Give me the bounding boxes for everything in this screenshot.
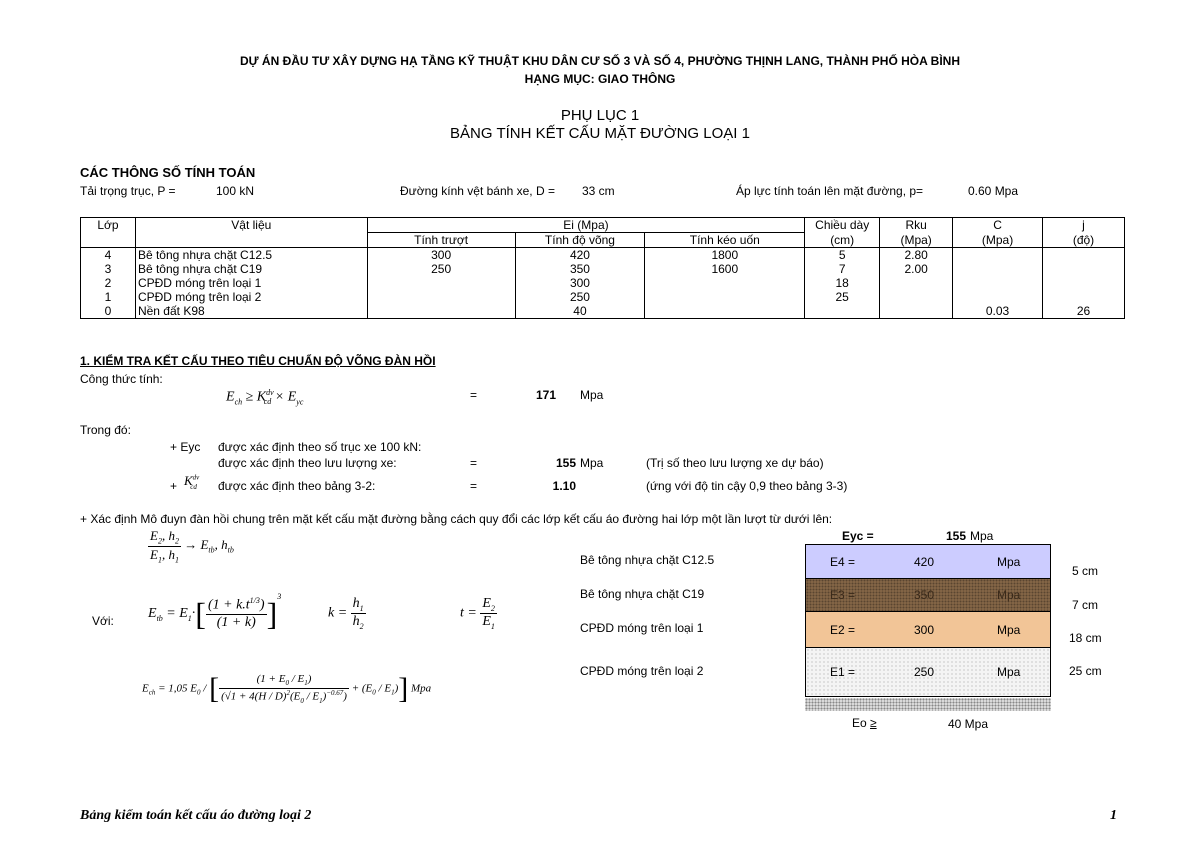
layer-label: CPĐD móng trên loại 2 [580,664,704,678]
conversion-formula: $\frac{E_2, h_2}{E_1, h_1}$ → $E_{tb}$, $h_{tb}$ [150,528,234,565]
layer-e-unit: Mpa [997,665,1021,679]
ech-unit: Mpa [580,388,604,402]
cell-c [953,276,1043,290]
equals-sign: = [470,388,478,402]
cell-layer: 2 [81,276,136,290]
cell-slide: 300 [367,248,515,263]
layer-thickness: 5 cm [1072,564,1099,578]
cell-rku: 2.00 [880,262,953,276]
cell-rku [880,290,953,304]
cell-rku [880,304,953,319]
layer-e-value: 250 [914,665,935,679]
table-row [81,304,1125,319]
pressure-label: Áp lực tính toán lên mặt đường, p= [736,184,924,198]
equals-sign: = [470,456,478,470]
where-label: Trong đó: [80,423,131,437]
axle-load-value: 100 kN [216,184,255,198]
k-bullet: + [170,479,178,493]
k-note: (ứng với độ tin cậy 0,9 theo bảng 3-3) [646,479,848,493]
col-layer-header: Lớp [81,218,136,248]
layer-e-label: E3 = [830,588,856,602]
col-tension-header: Tính kéo uốn [645,233,805,248]
cell-thick: 7 [805,262,880,276]
layer-e-label: E2 = [830,623,856,637]
layers-table [80,217,1125,319]
appendix-title: PHỤ LỤC 1 [560,107,640,124]
cell-phi: 26 [1043,304,1125,319]
cell-layer: 3 [81,262,136,276]
cell-c: 0.03 [953,304,1043,319]
col-thick-unit: (cm) [805,233,880,248]
cell-material: Bê tông nhựa chặt C19 [135,262,367,276]
layer-label: CPĐD móng trên loại 1 [580,621,704,635]
col-c-header: C [953,218,1043,233]
diagram-eyc-value: 155 [945,529,966,543]
layer-e-value: 420 [914,555,935,569]
eyc-bullet: + Eyc [170,440,201,454]
category-title: HẠNG MỤC: GIAO THÔNG [524,72,676,86]
page-number: 1 [1110,808,1117,823]
section1-heading: 1. KIỂM TRA KẾT CẤU THEO TIÊU CHUẨN ĐỘ VÕNG ĐÀN HỒI [80,354,436,368]
layer-label: Bê tông nhựa chặt C19 [580,587,705,601]
cell-c [953,248,1043,263]
cell-tension: 1800 [645,248,805,263]
cell-phi [1043,248,1125,263]
cell-phi [1043,262,1125,276]
layer-block-e3 [805,578,1051,612]
layer-e-unit: Mpa [997,555,1021,569]
cell-material: CPĐD móng trên loại 1 [135,276,367,290]
col-ei-header: Ei (Mpa) [367,218,805,233]
layer-block-e4 [805,544,1051,579]
cell-material: CPĐD móng trên loại 2 [135,290,367,304]
layer-thickness: 25 cm [1069,664,1102,678]
cell-tension: 1600 [645,262,805,276]
subgrade-block [805,698,1051,711]
wheel-diameter-value: 33 cm [582,184,615,198]
cell-slide [367,304,515,319]
cell-material: Nền đất K98 [135,304,367,319]
cell-thick: 5 [805,248,880,263]
conversion-text: + Xác định Mô đuyn đàn hồi chung trên mặt kết cấu mặt đường bằng cách quy đổi các lớp kết cấu áo đường hai lớp một lần lượt từ dưới lên: [80,512,833,526]
cell-rku [880,276,953,290]
cell-thick [805,304,880,319]
col-deflect-header: Tính độ võng [515,233,645,248]
with-label: Với: [92,614,114,628]
col-phi-unit: (độ) [1043,233,1125,248]
col-thick-header: Chiều dày [805,218,880,233]
diagram-eyc-unit: Mpa [970,529,994,543]
layer-block-e1 [805,647,1051,697]
cell-deflect: 350 [515,262,645,276]
footer-title: Bảng kiểm toán kết cấu áo đường loại 2 [80,808,312,823]
cell-thick: 25 [805,290,880,304]
col-material-header: Vật liệu [135,218,367,248]
eyc-line2: được xác định theo lưu lượng xe: [218,456,397,470]
eyc-note: (Trị số theo lưu lượng xe dự báo) [646,456,824,470]
project-title: DỰ ÁN ĐẦU TƯ XÂY DỰNG HẠ TẦNG KỸ THUẬT KHU DÂN CƯ SỐ 3 VÀ SỐ 4, PHƯỜNG THỊNH LANG, THÀNH PHỐ HÒA BÌNH [239,54,961,68]
col-rku-unit: (Mpa) [880,233,953,248]
k-text: được xác định theo bảng 3-2: [218,479,376,493]
table-row [81,290,1125,304]
layer-block-e2 [805,611,1051,648]
table-row [81,276,1125,290]
main-formula: $E_{ch} \ge K^{dv}_{cd} \times E_{yc}$ [226,388,304,407]
cell-tension [645,276,805,290]
cell-c [953,262,1043,276]
cell-material: Bê tông nhựa chặt C12.5 [135,248,367,263]
equals-sign: = [470,479,478,493]
cell-slide: 250 [367,262,515,276]
col-phi-header: j [1043,218,1125,233]
etb-formula: $E_{tb} = E_1\cdot$[ $\frac{(1 + k.t^{1/3})}{(1 + k)}$ ]$^3$ [148,592,282,632]
k-formula: k = $\frac{h_1}{h_2}$ [328,596,364,631]
layer-thickness: 18 cm [1069,631,1102,645]
cell-phi [1043,276,1125,290]
cell-rku: 2.80 [880,248,953,263]
t-formula: t = $\frac{E_2}{E_1}$ [460,596,495,631]
k-symbol: $K^{dv}_{cd}$ [184,473,200,491]
axle-load-label: Tải trọng trục, P = [80,184,176,198]
cell-tension [645,290,805,304]
cell-deflect: 300 [515,276,645,290]
eyc-unit: Mpa [580,456,604,470]
layer-e-unit: Mpa [997,623,1021,637]
col-slide-header: Tính trượt [367,233,515,248]
cell-deflect: 40 [515,304,645,319]
layer-e-value: 350 [914,588,935,602]
layer-e-label: E1 = [830,665,856,679]
wheel-diameter-label: Đường kính vệt bánh xe, D = [400,184,555,198]
table-row [81,248,1125,263]
layer-e-label: E4 = [830,555,856,569]
ech-result: 171 [536,388,557,402]
cell-deflect: 250 [515,290,645,304]
cell-layer: 0 [81,304,136,319]
layer-e-unit: Mpa [997,588,1021,602]
cell-c [953,290,1043,304]
cell-layer: 1 [81,290,136,304]
col-c-unit: (Mpa) [953,233,1043,248]
layer-e-value: 300 [914,623,935,637]
eo-label: Eo ≥ [852,716,877,730]
eyc-line1: được xác định theo số trục xe 100 kN: [218,440,422,454]
col-rku-header: Rku [880,218,953,233]
table-row [81,262,1125,276]
cell-slide [367,276,515,290]
cell-layer: 4 [81,248,136,263]
diagram-eyc-label: Eyc = [842,529,874,543]
cell-deflect: 420 [515,248,645,263]
eyc-value: 155 [555,456,576,470]
formula-label: Công thức tính: [80,372,163,386]
table-title: BẢNG TÍNH KẾT CẤU MẶT ĐƯỜNG LOẠI 1 [450,125,750,142]
params-heading: CÁC THÔNG SỐ TÍNH TOÁN [80,165,256,180]
ech-formula: $E_{ch} = 1,05$ $E_0$ / [ $\frac{(1 + E_0 / E_1)}{(√1 + 4(H / D)^2(E_0 / E_1)^{-0.67})}$ + $(E_0 / E_1)$] Mpa [142,672,432,705]
layer-label: Bê tông nhựa chặt C12.5 [580,553,715,567]
layer-thickness: 7 cm [1072,598,1099,612]
cell-phi [1043,290,1125,304]
pressure-value: 0.60 Mpa [968,184,1019,198]
eo-value: 40 Mpa [948,717,989,731]
cell-slide [367,290,515,304]
cell-thick: 18 [805,276,880,290]
cell-tension [645,304,805,319]
k-value: 1.10 [552,479,576,493]
